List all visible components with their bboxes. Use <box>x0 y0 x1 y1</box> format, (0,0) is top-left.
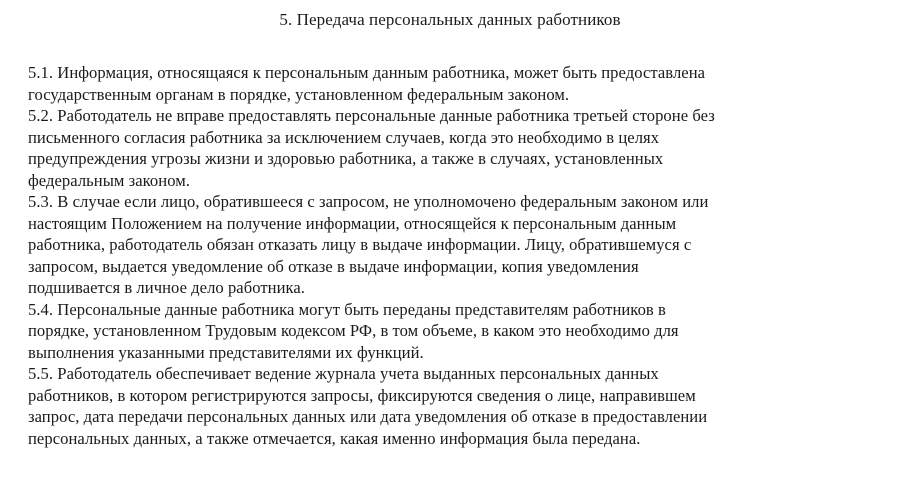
text-line: подшивается в личное дело работника. <box>28 278 305 297</box>
section-5-5 <box>28 363 878 449</box>
text-line: государственным органам в порядке, установленном федеральным законом. <box>28 84 570 104</box>
section-5-2 <box>28 105 878 191</box>
text-line: запросом, выдается уведомление об отказе в выдаче информации, копия уведомления <box>28 256 639 276</box>
text-line: работника, работодатель обязан отказать лицу в выдаче информации. Лицу, обратившемуся с <box>28 235 692 254</box>
text-line: настоящим Положением на получение информации, относящейся к персональным данным <box>28 213 677 233</box>
document-body <box>28 62 878 449</box>
section-5-4 <box>28 299 878 364</box>
text-line: персональных данных, а также отмечается, какая именно информация была передана. <box>28 428 641 448</box>
text-line: выполнения указанными представителями их функций. <box>28 342 424 362</box>
section-5-3 <box>28 191 878 299</box>
text-line: федеральным законом. <box>28 170 190 190</box>
section-5-1 <box>28 62 878 105</box>
text-line: 5.2. Работодатель не вправе предоставлять персональные данные работника третьей стороне без <box>28 106 715 125</box>
document-title: 5. Передача персональных данных работников <box>279 10 621 29</box>
text-line: работников, в котором регистрируются запросы, фиксируются сведения о лице, направившем <box>28 385 696 405</box>
text-line: запрос, дата передачи персональных данных или дата уведомления об отказе в предоставлении <box>28 407 708 426</box>
text-line: 5.4. Персональные данные работника могут быть переданы представителям работников в <box>28 299 666 319</box>
text-line: порядке, установленном Трудовым кодексом РФ, в том объеме, в каком это необходимо для <box>28 321 679 340</box>
text-line: 5.1. Информация, относящаяся к персональным данным работника, может быть предоставлена <box>28 63 706 82</box>
text-line: 5.3. В случае если лицо, обратившееся с запросом, не уполномочено федеральным законом или <box>28 192 709 211</box>
text-line: письменного согласия работника за исключением случаев, когда это необходимо в целях <box>28 127 660 147</box>
text-line: 5.5. Работодатель обеспечивает ведение журнала учета выданных персональных данных <box>28 364 659 383</box>
text-line: предупреждения угрозы жизни и здоровью работника, а также в случаях, установленных <box>28 149 664 168</box>
